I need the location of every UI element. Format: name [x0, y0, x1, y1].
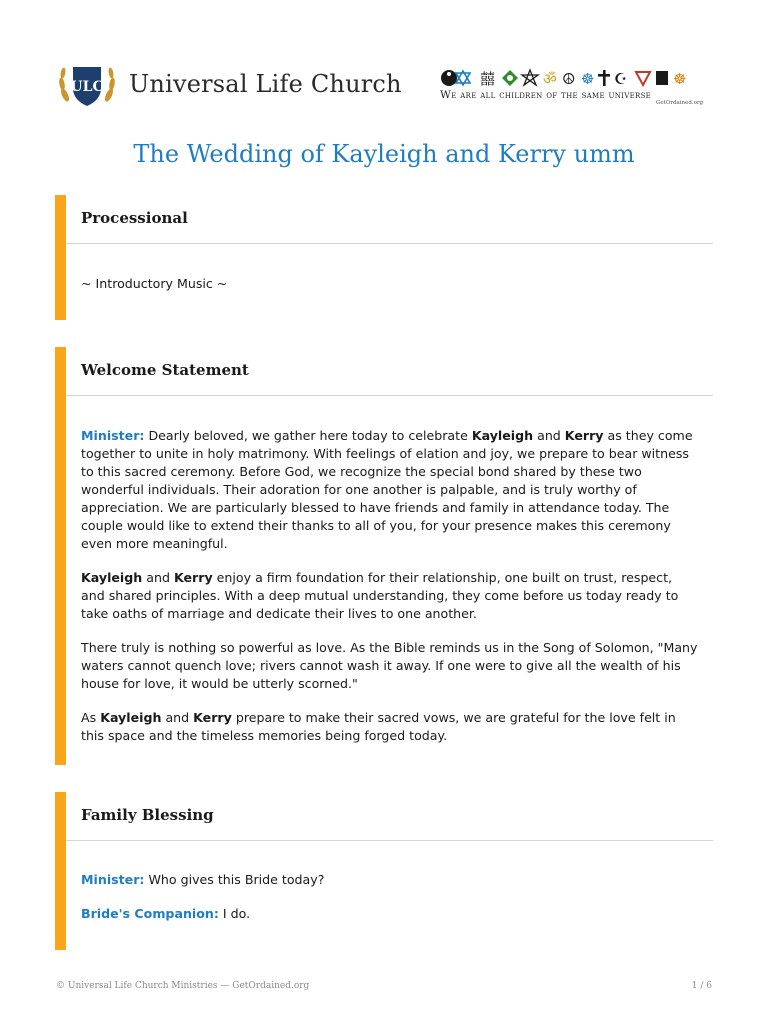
footer-copyright: © Universal Life Church Ministries — GetOrdained.org: [56, 981, 310, 991]
partner-name: Kayleigh: [81, 570, 143, 585]
section-divider: [66, 395, 713, 396]
religious-symbols-icon: [440, 68, 710, 88]
section-divider: [66, 840, 713, 841]
section-accent-bar: [55, 792, 66, 950]
text-run: Who gives this Bride today?: [144, 872, 325, 887]
text-run: enjoy a firm foundation for their relationship, one built on trust, respect, and shared principles. With a deep mutual understanding, they come before us today ready to take oaths of marriage and dedicate their lives to one another.: [81, 570, 679, 621]
text-run: and: [142, 570, 174, 585]
paragraph: There truly is nothing so powerful as love. As the Bible reminds us in the Song of Solomon, "Many waters cannot quench love; rivers cannot wash it away. If one were to give all the wealth of his house for love, it would be utterly scorned.": [81, 640, 698, 691]
svg-text:☪: ☪: [614, 70, 628, 88]
tagline-url: GetOrdained.org: [656, 100, 704, 106]
speaker-label: Minister:: [81, 872, 145, 887]
section-welcome-statement: [55, 347, 713, 765]
music-note: ~ Introductory Music ~: [81, 276, 228, 291]
text-run: and: [161, 710, 194, 725]
svg-text:☮: ☮: [562, 70, 576, 88]
speaker-label: Bride's Companion:: [81, 906, 219, 921]
text-run: and: [533, 428, 565, 443]
section-body: [81, 275, 699, 309]
text-run: Dearly beloved, we gather here today to celebrate: [144, 428, 472, 443]
paragraph: [81, 905, 699, 923]
partner-name: Kayleigh: [100, 710, 162, 725]
section-processional: [55, 195, 713, 320]
svg-text:☸: ☸: [581, 70, 595, 88]
section-heading: Welcome Statement: [81, 361, 249, 379]
section-body: [81, 871, 699, 939]
paragraph: [81, 427, 699, 553]
logo-letters: ULC: [70, 79, 104, 95]
partner-name: Kerry: [173, 570, 213, 585]
tagline: We are all children of the same universe: [440, 89, 652, 101]
section-accent-bar: [55, 195, 66, 320]
text-run: As: [81, 710, 101, 725]
partner-name: Kayleigh: [471, 428, 534, 443]
section-family-blessing: [55, 792, 713, 950]
page-number: 1 / 6: [691, 981, 712, 991]
section-body: [81, 427, 699, 761]
paragraph: [81, 871, 699, 889]
partner-name: Kerry: [193, 710, 232, 725]
text-run: prepare to make their sacred vows, we are grateful for the love felt in this space and the timeless memories being forged today.: [81, 710, 676, 743]
partner-name: Kerry: [564, 428, 604, 443]
section-accent-bar: [55, 347, 66, 765]
svg-text:☸: ☸: [673, 70, 687, 88]
paragraph: [81, 569, 699, 623]
svg-text:ॐ: ॐ: [543, 70, 557, 88]
section-heading: Processional: [81, 209, 188, 227]
page-title: The Wedding of Kayleigh and Kerry umm: [133, 140, 635, 168]
section-heading: Family Blessing: [81, 806, 214, 824]
text-run: as they come together to unite in holy matrimony. With feelings of elation and joy, we prepare to bear witness to this sacred ceremony. Before God, we recognize the special bond shared by these two wonderful individuals. Their adoration for one another is palpable, and is truly worthy of appreciation. We are particularly blessed to have friends and family in attendance today. The couple would like to extend their thanks to all of you, for your presence makes this ceremony even more meaningful.: [81, 428, 693, 551]
section-divider: [66, 243, 713, 244]
brand-name: Universal Life Church: [129, 70, 402, 98]
svg-text:囍: 囍: [480, 70, 496, 88]
paragraph: [81, 709, 699, 745]
page-header: [56, 62, 712, 112]
text-run: I do.: [218, 906, 251, 921]
ulc-logo: [56, 62, 118, 108]
speaker-label: Minister:: [81, 428, 145, 443]
